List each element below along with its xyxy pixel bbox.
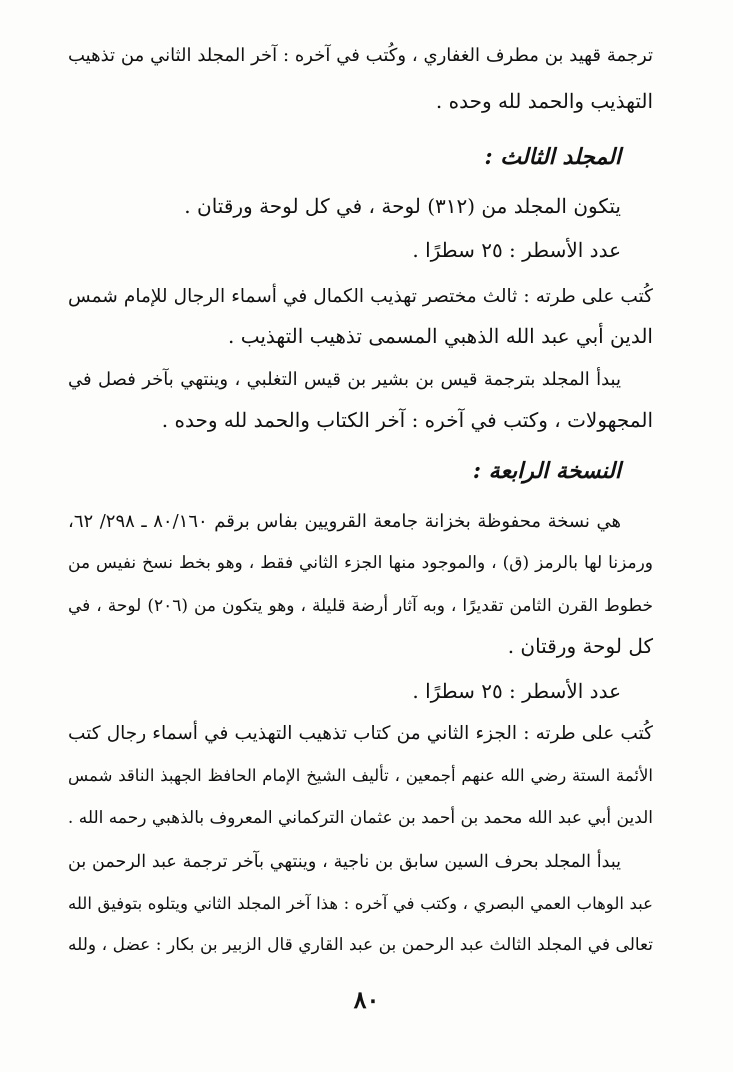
text-line: التهذيب والحمد لله وحده . (435, 89, 653, 113)
section-heading: النسخة الرابعة : (472, 458, 621, 484)
text-line: كُتب على طرته : ثالث مختصر تهذيب الكمال في أسماء الرجال للإمام شمس (68, 286, 653, 307)
text-line: يتكون المجلد من (٣١٢) لوحة ، في كل لوحة ورقتان . (184, 194, 621, 218)
text-line: خطوط القرن الثامن تقديرًا ، وبه آثار أرضة قليلة ، وهو يتكون من (٢٠٦) لوحة ، في (68, 596, 653, 616)
text-line: الأئمة الستة رضي الله عنهم أجمعين ، تأليف الشيخ الإمام الحافظ الجهبذ الناقد شمس (68, 766, 653, 785)
text-line: كُتب على طرته : الجزء الثاني من كتاب تذهيب التهذيب في أسماء رجال كتب (68, 723, 653, 744)
text-line: كل لوحة ورقتان . (507, 634, 653, 658)
text-line: ورمزنا لها بالرمز (ق) ، والموجود منها الجزء الثاني فقط ، وهو بخط نسخ نفيس من (68, 553, 653, 573)
text-line: عبد الوهاب العمي البصري ، وكتب في آخره : هذا آخر المجلد الثاني ويتلوه بتوفيق الله (68, 894, 653, 913)
text-line: عدد الأسطر : ٢٥ سطرًا . (412, 238, 621, 262)
section-heading: المجلد الثالث : (484, 144, 621, 170)
text-line: يبدأ المجلد بترجمة قيس بن بشير بن قيس التغلبي ، وينتهي بآخر فصل في (68, 369, 621, 390)
text-line: المجهولات ، وكتب في آخره : آخر الكتاب والحمد لله وحده . (161, 408, 653, 432)
text-line: تعالى في المجلد الثالث عبد الرحمن بن عبد القاري قال الزبير بن بكار : عضل ، ولله (68, 935, 653, 955)
text-line: ترجمة قهيد بن مطرف الغفاري ، وكُتب في آخره : آخر المجلد الثاني من تذهيب (68, 45, 653, 66)
text-line: يبدأ المجلد بحرف السين سابق بن ناجية ، وينتهي بآخر ترجمة عبد الرحمن بن (68, 852, 621, 872)
text-line: هي نسخة محفوظة بخزانة جامعة القرويين بفاس برقم ٨٠/١٦٠ ـ ٢٩٨/ ٦٢، (68, 511, 621, 532)
text-line: عدد الأسطر : ٢٥ سطرًا . (412, 679, 621, 703)
text-line: الدين أبي عبد الله الذهبي المسمى تذهيب التهذيب . (228, 324, 653, 348)
text-line: الدين أبي عبد الله محمد بن أحمد بن عثمان التركماني المعروف بالذهبي رحمه الله . (67, 808, 653, 828)
page-number: ٨٠ (353, 985, 380, 1014)
